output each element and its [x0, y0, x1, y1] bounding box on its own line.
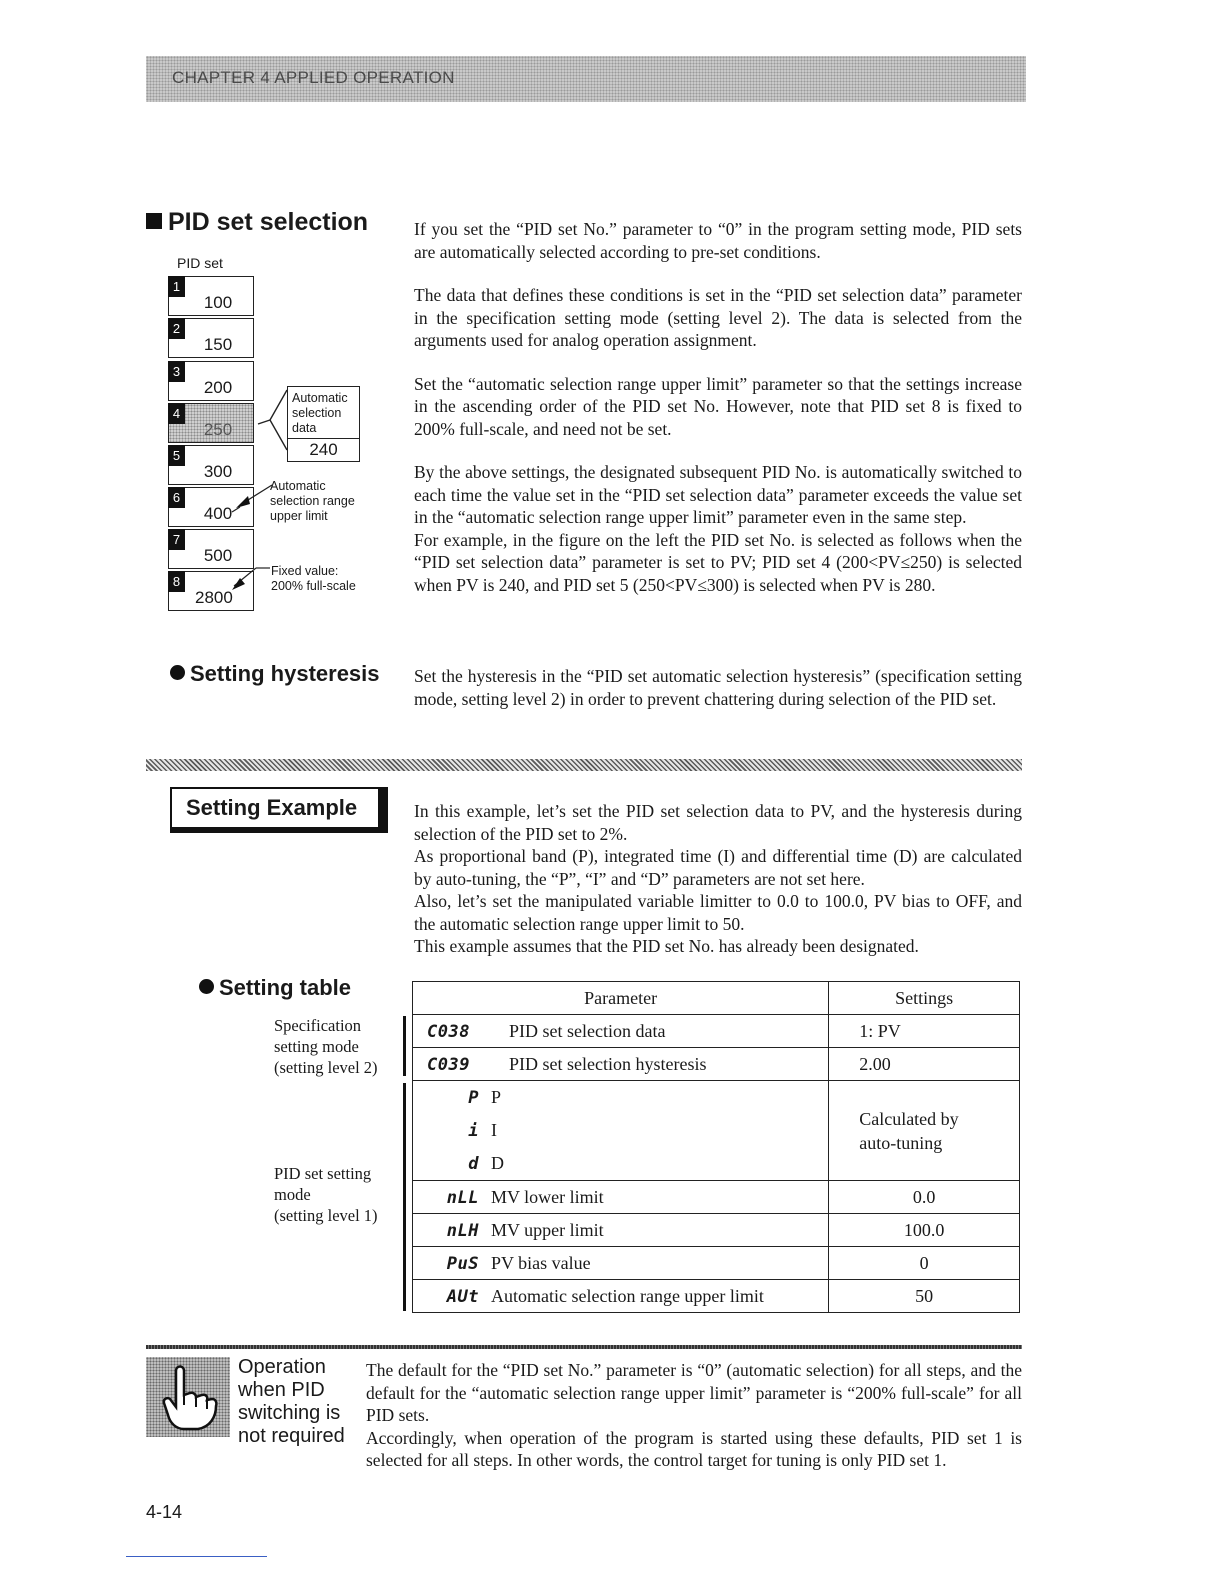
parameter-code: C039	[427, 1054, 470, 1075]
chapter-title: CHAPTER 4 APPLIED OPERATION	[172, 68, 455, 87]
parameter-code: nLL	[446, 1187, 479, 1208]
pid-set-box-5: 5 300	[168, 445, 254, 485]
parameter-code: PuS	[446, 1253, 479, 1274]
table-row: nLH MV upper limit 100.0	[413, 1214, 1020, 1247]
round-bullet-icon	[170, 665, 185, 680]
parameter-code: nLH	[446, 1220, 479, 1241]
footer-rule	[126, 1556, 267, 1557]
settings-table	[412, 981, 1020, 1313]
spec-mode-bracket	[403, 1016, 406, 1076]
automatic-selection-data-value: 240	[288, 438, 359, 461]
parameter-code: AUt	[446, 1286, 479, 1307]
section-divider	[146, 759, 1022, 771]
hysteresis-text: Set the hysteresis in the “PID set automatic selection hysteresis” (specification setting mode, setting level 2) in order to prevent chattering during selection of the PID set.	[414, 666, 1022, 709]
table-row: C038 PID set selection data 1: PV	[413, 1015, 1020, 1048]
table-row: PuS PV bias value 0	[413, 1247, 1020, 1280]
pid-mode-bracket	[403, 1083, 406, 1311]
example-text: In this example, let’s set the PID set selection data to PV, and the hysteresis during selection of the PID set to 2%. As proportional band (P), integrated time (I) and differential time (D) are calculated by auto-tuning, the “P”, “I” and “D” parameters are not set here. Also, let’s set the manipulated variable limitter to 0.0 to 100.0, PV bias to OFF, and the automatic selection range upper limit to 50. This example assumes that the PID set No. has already been designated.	[414, 801, 1022, 956]
round-bullet-icon	[199, 979, 214, 994]
parameter-code: C038	[427, 1021, 470, 1042]
pid-mode-label: PID set setting mode (setting level 1)	[274, 1164, 378, 1225]
pid-set-box-8: 8 2800	[168, 571, 254, 611]
page-number: 4-14	[146, 1502, 183, 1522]
pid-settings-value: Calculated by auto-tuning	[829, 1081, 1020, 1181]
pid-selection-text: If you set the “PID set No.” parameter to “0” in the program setting mode, PID sets are automatically selected according to pre-set conditions. The data that defines these conditions is set in the “PID set selection data” parameter in the specification setting mode (setting level 2). The data is selected from the arguments used for analog operation assignment. Set the “automatic selection range upper limit” parameter so that the settings increase in the ascending order of the PID set No. However, note that PID set 8 is fixed to 200% full-scale, and need not be set. By the above settings, the designated subsequent PID No. is automatically switched to each time the value set in the “PID set selection data” parameter exceeds the value set in the “automatic selection range upper limit” parameter even in the same step. For example, in the figure on the left the PID set No. is selected as follows when the “PID set selection data” parameter is set to PV; PID set 4 (200<PV≤250) is selected when PV is 240, and PID set 5 (250<PV≤300) is selected when PV is 280.	[414, 219, 1022, 595]
fixed-value-label: Fixed value: 200% full-scale	[271, 564, 356, 593]
parameter-code: d	[468, 1154, 479, 1174]
chapter-header	[146, 56, 1026, 102]
pid-set-box-7: 7 500	[168, 529, 254, 569]
table-row: AUt Automatic selection range upper limit 50	[413, 1280, 1020, 1313]
range-upper-limit-label: Automatic selection range upper limit	[270, 479, 355, 523]
operation-note-heading: Operation when PID switching is not required	[238, 1356, 345, 1447]
hand-pointing-icon	[146, 1357, 230, 1437]
section-title-hysteresis: Setting hysteresis	[170, 661, 380, 687]
setting-example-heading: Setting Example	[170, 787, 380, 829]
parameter-code: i	[468, 1121, 479, 1141]
pid-set-box-3: 3 200	[168, 361, 254, 401]
pid-set-box-2: 2 150	[168, 318, 254, 358]
diagram-axis-label: PID set	[177, 255, 223, 271]
example-box-shadow-side	[380, 787, 388, 833]
operation-note-text: The default for the “PID set No.” parameter is “0” (automatic selection) for all steps, and the default for the “automatic selection range upper limit” parameter is “200% full-scale” for all PID sets. Accordingly, when operation of the program is started using these defaults, PID set 1 is selected for all steps. In other words, the control target for tuning is only PID set 1.	[366, 1360, 1022, 1470]
section-title-pid-selection: PID set selection	[146, 208, 368, 237]
pid-set-box-6: 6 400	[168, 487, 254, 527]
column-header-parameter: Parameter	[413, 982, 829, 1015]
square-bullet-icon	[146, 213, 162, 229]
note-divider	[146, 1345, 1022, 1349]
automatic-selection-data-box: Automatic selection data 240	[287, 386, 360, 462]
parameter-code: P	[468, 1088, 479, 1108]
pointer-to-set-4	[270, 390, 287, 450]
table-row: C039 PID set selection hysteresis 2.00	[413, 1048, 1020, 1081]
section-title-setting-table: Setting table	[199, 975, 351, 1001]
table-row-pid-params: P P i I d D Calculated by auto-tuning	[413, 1081, 1020, 1181]
pid-set-box-1: 1 100	[168, 276, 254, 316]
table-row: nLL MV lower limit 0.0	[413, 1181, 1020, 1214]
table-header-row	[413, 982, 1020, 1015]
pid-set-box-4-selected: 4 250	[168, 403, 254, 443]
column-header-settings: Settings	[829, 982, 1020, 1015]
spec-mode-label: Specification setting mode (setting level 2)	[274, 1016, 378, 1077]
